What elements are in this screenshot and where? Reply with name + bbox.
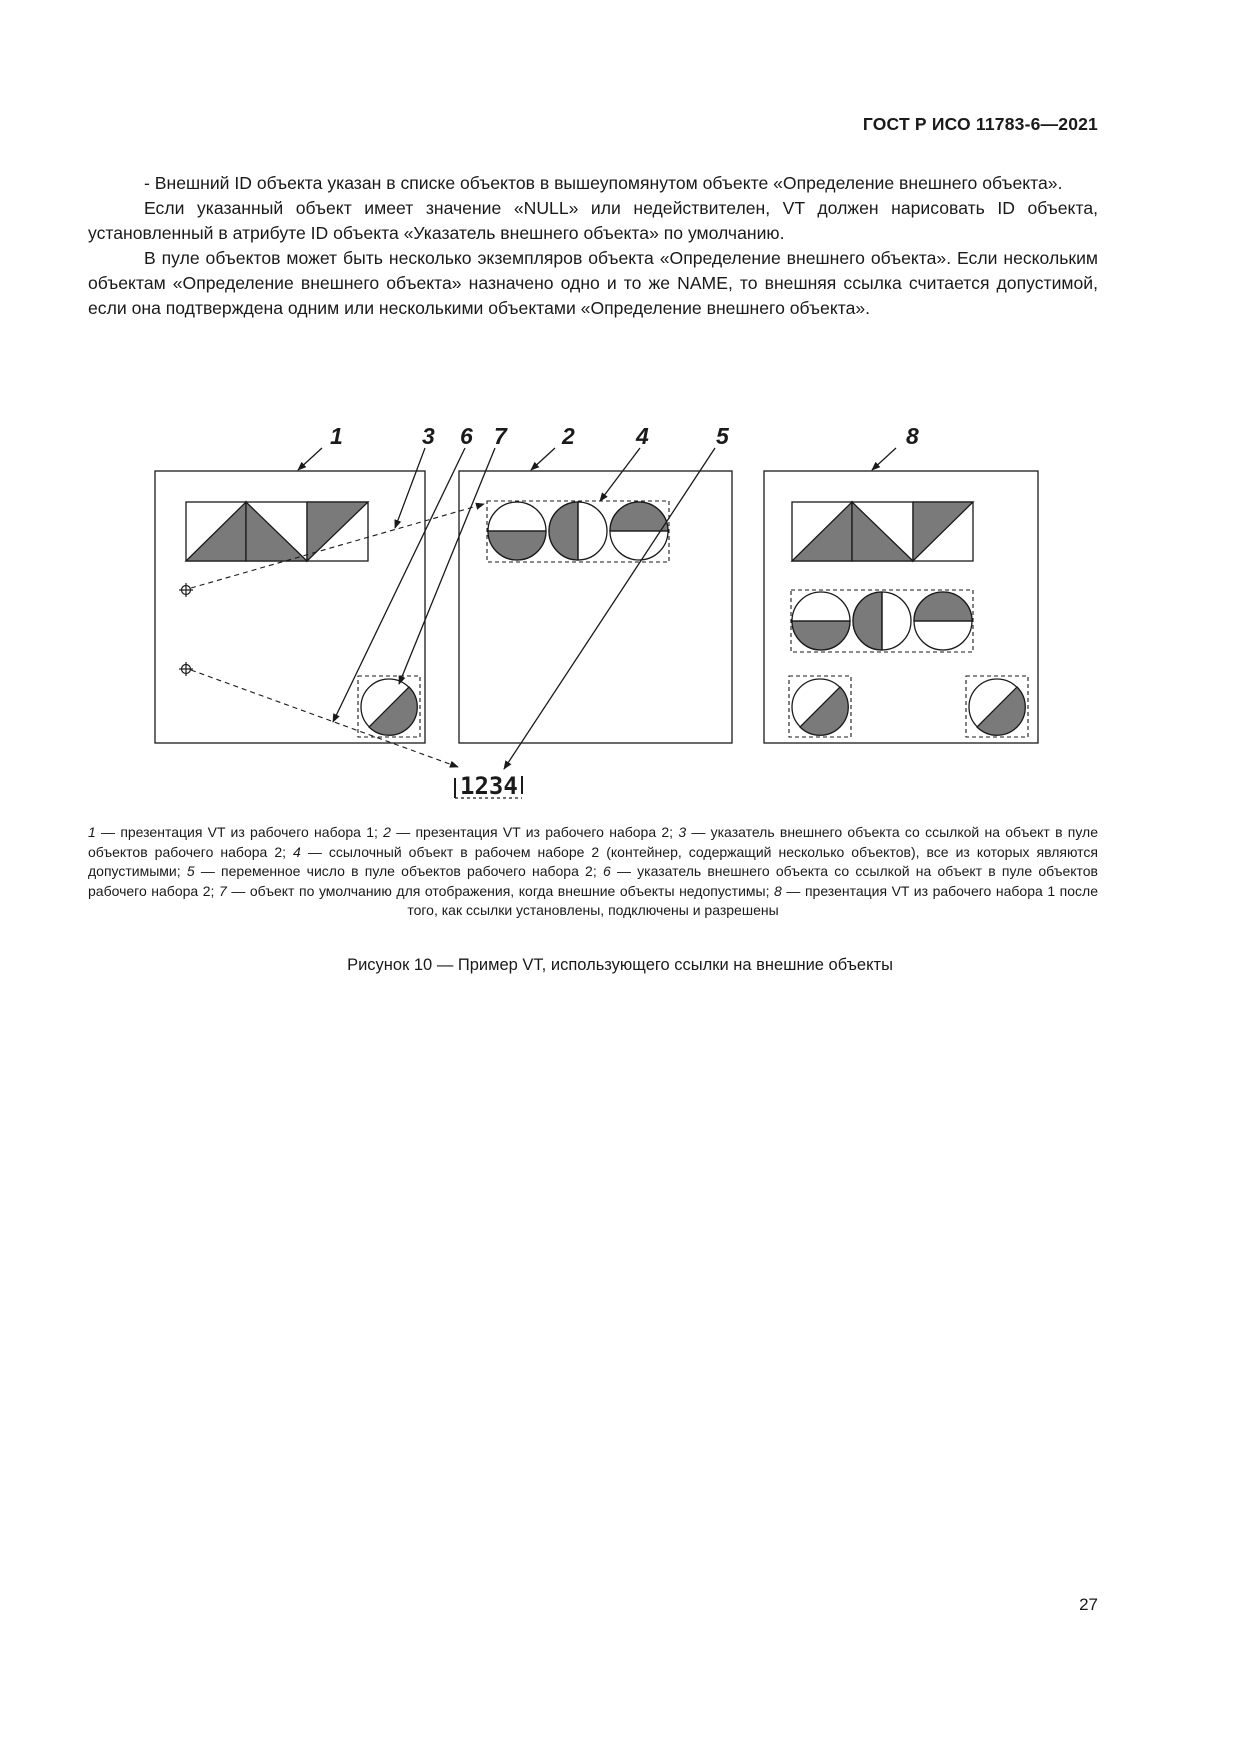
legend-entry: 5 — переменное число в пуле объектов рабочего набора 2; [186,863,603,879]
leader-1 [298,448,322,470]
legend-entry: 4 — ссылочный объект в рабочем наборе 2 (контейнер, содержащий несколько объектов), все из которых являются допустимыми; [88,843,1099,879]
body-text [88,171,1098,321]
label-1: 1 [330,423,343,449]
paragraph: В пуле объектов может быть несколько экземпляров объекта «Определение внешнего объекта». Если нескольким объектам «Определение внешнего объекта» назначено одно и то же NAME, то внешняя ссылка считается допустимой, если она подтверждена одним или несколькими объектами «Определение внешнего объекта». [88,248,1098,318]
default-object-7 [358,676,420,737]
figure-legend [88,823,1098,921]
pointer-marker-3 [179,583,193,597]
leader-8 [872,448,896,470]
figure-10 [0,418,1240,818]
legend-entry: 8 — презентация VT из рабочего набора 1 после того, как ссылки установлены, подключены и разрешены [407,882,1098,918]
label-7: 7 [494,423,507,449]
legend-entry: 1 — презентация VT из рабочего набора 1; [88,824,384,840]
leader-2 [531,448,555,470]
document-header: ГОСТ Р ИСО 11783-6—2021 [862,114,1098,134]
leader-4 [600,448,640,501]
legend-entry: 7 — объект по умолчанию для отображения, когда внешние объекты недопустимы; [218,882,775,899]
paragraph: - Внешний ID объекта указан в списке объектов в вышеупомянутом объекте «Определение внешнего объекта». [144,173,1063,193]
label-8: 8 [906,423,919,449]
legend-entry: 3 — указатель внешнего объекта со ссылкой на объект в пуле объектов рабочего набора 2; [88,824,1099,860]
label-6: 6 [460,423,473,449]
page-number: 27 [1079,1595,1098,1614]
triangles-object-8 [792,502,973,561]
container-object-4 [487,501,669,562]
reference-link-6 [191,670,458,767]
default-object-8-right [966,676,1028,737]
figure-caption: Рисунок 10 — Пример VT, использующего ссылки на внешние объекты [347,956,893,974]
label-3: 3 [422,423,435,449]
default-object-8-left [789,676,851,737]
leader-3 [395,448,425,528]
container-object-8 [791,590,973,652]
variable-number-5 [455,772,522,800]
label-2: 2 [562,423,575,449]
triangles-object-1 [186,502,368,561]
variable-number-value: 1234 [460,772,518,800]
paragraph: Если указанный объект имеет значение «NULL» или недействителен, VT должен нарисовать ID объекта, установленный в атрибуте ID объекта «Указатель внешнего объекта» по умолчанию. [88,198,1098,243]
leader-5 [504,448,715,769]
pointer-marker-6 [179,662,193,676]
leader-7 [399,448,495,684]
label-5: 5 [716,423,729,449]
figure-diagram [0,418,1240,818]
legend-entry: 6 — указатель внешнего объекта со ссылкой на объект в пуле объектов рабочего набора 2; [88,863,1098,899]
legend-entry: 2 — презентация VT из рабочего набора 2; [383,824,679,840]
label-4: 4 [636,423,649,449]
